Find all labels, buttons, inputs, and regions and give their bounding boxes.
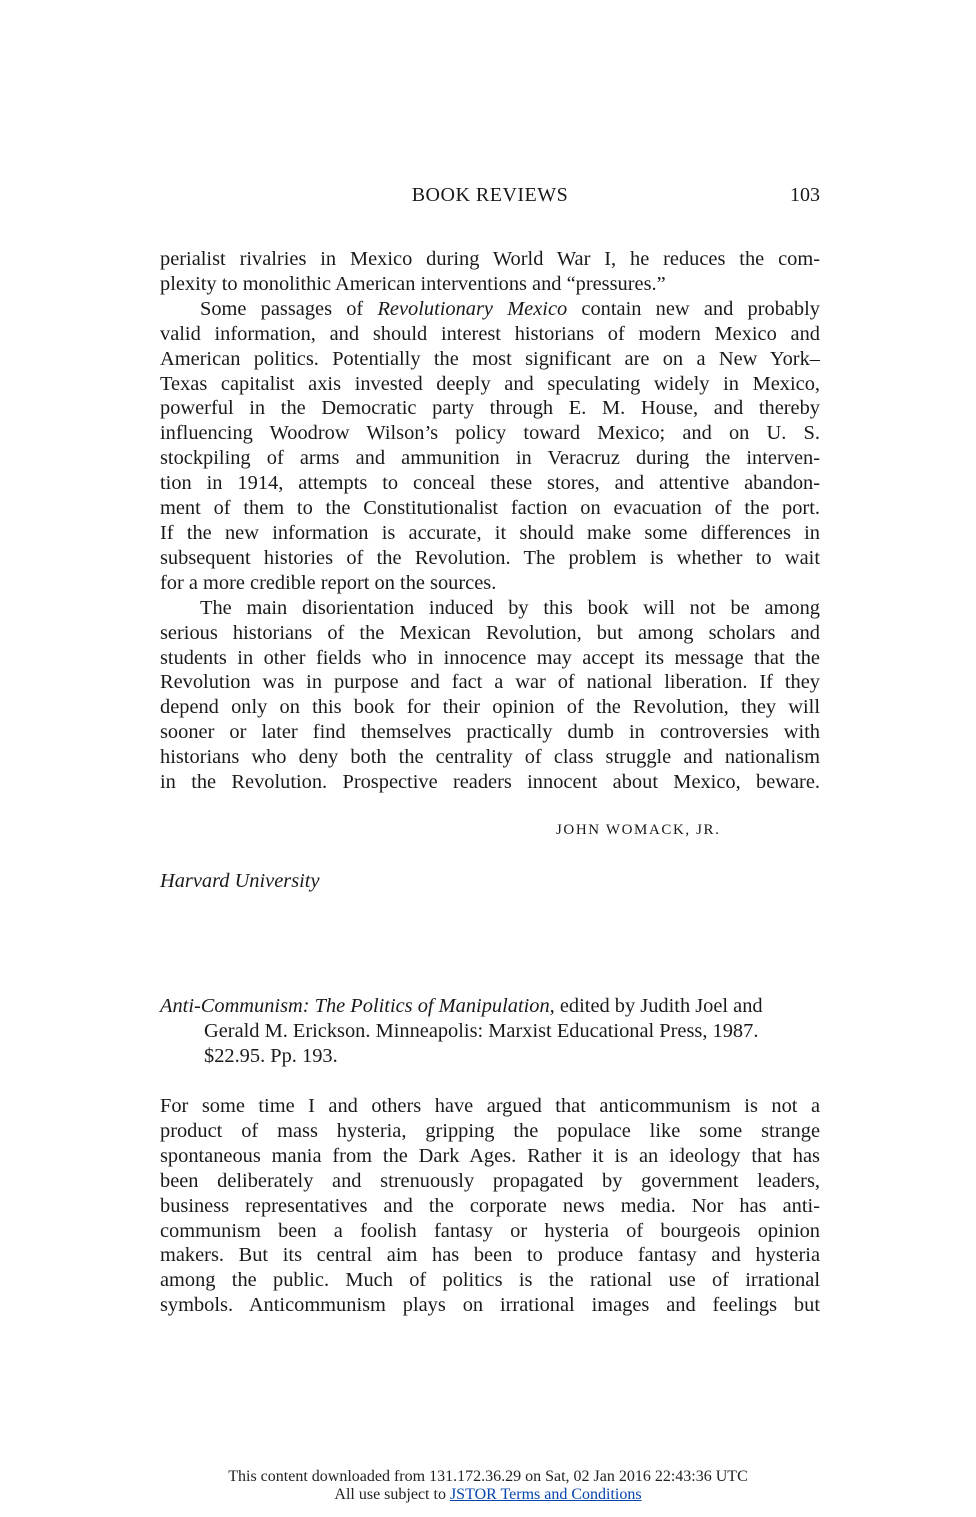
text-line: influencing Woodrow Wilson’s policy toward Mexico; and on U. S.	[160, 422, 820, 445]
text-line: product of mass hysteria, gripping the populace like some strange	[160, 1119, 820, 1142]
text-line	[160, 297, 820, 322]
citation-line: $22.95. Pp. 193.	[204, 1045, 338, 1067]
review2-text	[160, 1094, 820, 1318]
running-head-title: BOOK REVIEWS	[411, 184, 569, 206]
text-line: makers. But its central aim has been to produce fantasy and hysteria	[160, 1244, 820, 1267]
review1-paragraph-1	[160, 247, 820, 297]
citation-line: Gerald M. Erickson. Minneapolis: Marxist Educational Press, 1987.	[204, 1020, 759, 1042]
text-line: plexity to monolithic American interventions and “pressures.”	[160, 272, 666, 295]
text-line: among the public. Much of politics is the rational use of irrational	[160, 1269, 820, 1292]
reviewer-signature: JOHN WOMACK, JR.	[556, 822, 721, 838]
text-line: historians who deny both the centrality of class struggle and nationalism	[160, 746, 820, 769]
text-run: All use subject to	[334, 1486, 450, 1503]
download-footer	[0, 1468, 976, 1504]
book-title-italic: Revolutionary Mexico	[377, 297, 568, 320]
text-line: If the new information is accurate, it should make some differences in	[160, 521, 820, 544]
text-line: communism been a foolish fantasy or hysteria of bourgeois opinion	[160, 1219, 820, 1242]
text-line: ment of them to the Constitutionalist faction on evacuation of the port.	[160, 497, 820, 520]
text-run: edited by Judith Joel and	[554, 995, 763, 1017]
text-line: serious historians of the Mexican Revolution, but among scholars and	[160, 621, 820, 644]
footer-terms-line	[0, 1486, 976, 1504]
text-line: sooner or later find themselves practically dumb in controversies with	[160, 721, 820, 744]
text-run: Some passages of	[200, 297, 378, 320]
citation-line	[160, 994, 820, 1019]
text-line: been deliberately and strenuously propagated by government leaders,	[160, 1169, 820, 1192]
text-line: spontaneous mania from the Dark Ages. Rather it is an ideology that has	[160, 1144, 820, 1167]
footer-download-line: This content downloaded from 131.172.36.29 on Sat, 02 Jan 2016 22:43:36 UTC	[228, 1468, 748, 1485]
book-citation	[160, 994, 820, 1069]
text-line: American politics. Potentially the most significant are on a New York–	[160, 347, 820, 370]
review1-paragraph-2	[160, 297, 820, 596]
jstor-terms-link[interactable]: JSTOR Terms and Conditions	[449, 1486, 642, 1503]
review1-paragraph-3	[160, 596, 820, 795]
reviewer-affiliation: Harvard University	[160, 870, 320, 892]
text-line: students in other fields who in innocence may accept its message that the	[160, 646, 820, 669]
text-line: Revolution was in purpose and fact a war of national liberation. If they	[160, 671, 820, 694]
book-title-italic: Anti-Communism: The Politics of Manipulation,	[160, 995, 555, 1017]
text-line: symbols. Anticommunism plays on irrational images and feelings but	[160, 1294, 820, 1317]
text-line: for a more credible report on the sources.	[160, 571, 497, 594]
text-line: For some time I and others have argued that anticommunism is not a	[160, 1095, 820, 1117]
text-run: contain new and probably	[567, 297, 820, 320]
text-line: valid information, and should interest historians of modern Mexico and	[160, 322, 820, 345]
review2-paragraph-1	[160, 1094, 820, 1318]
text-line: The main disorientation induced by this book will not be among	[200, 596, 820, 619]
text-line: Texas capitalist axis invested deeply and speculating widely in Mexico,	[160, 372, 820, 395]
text-line: in the Revolution. Prospective readers innocent about Mexico, beware.	[160, 771, 820, 794]
review1-text	[160, 247, 820, 795]
text-line: subsequent histories of the Revolution. The problem is whether to wait	[160, 546, 820, 569]
text-line: business representatives and the corporate news media. Nor has anti-	[160, 1194, 820, 1217]
text-line: perialist rivalries in Mexico during World War I, he reduces the com-	[160, 248, 820, 270]
running-header	[160, 184, 820, 212]
page-number: 103	[790, 184, 820, 206]
text-line: stockpiling of arms and ammunition in Veracruz during the interven-	[160, 447, 820, 470]
text-line: powerful in the Democratic party through E. M. House, and thereby	[160, 397, 820, 420]
text-line: depend only on this book for their opinion of the Revolution, they will	[160, 696, 820, 719]
text-line: tion in 1914, attempts to conceal these stores, and attentive abandon-	[160, 472, 820, 495]
